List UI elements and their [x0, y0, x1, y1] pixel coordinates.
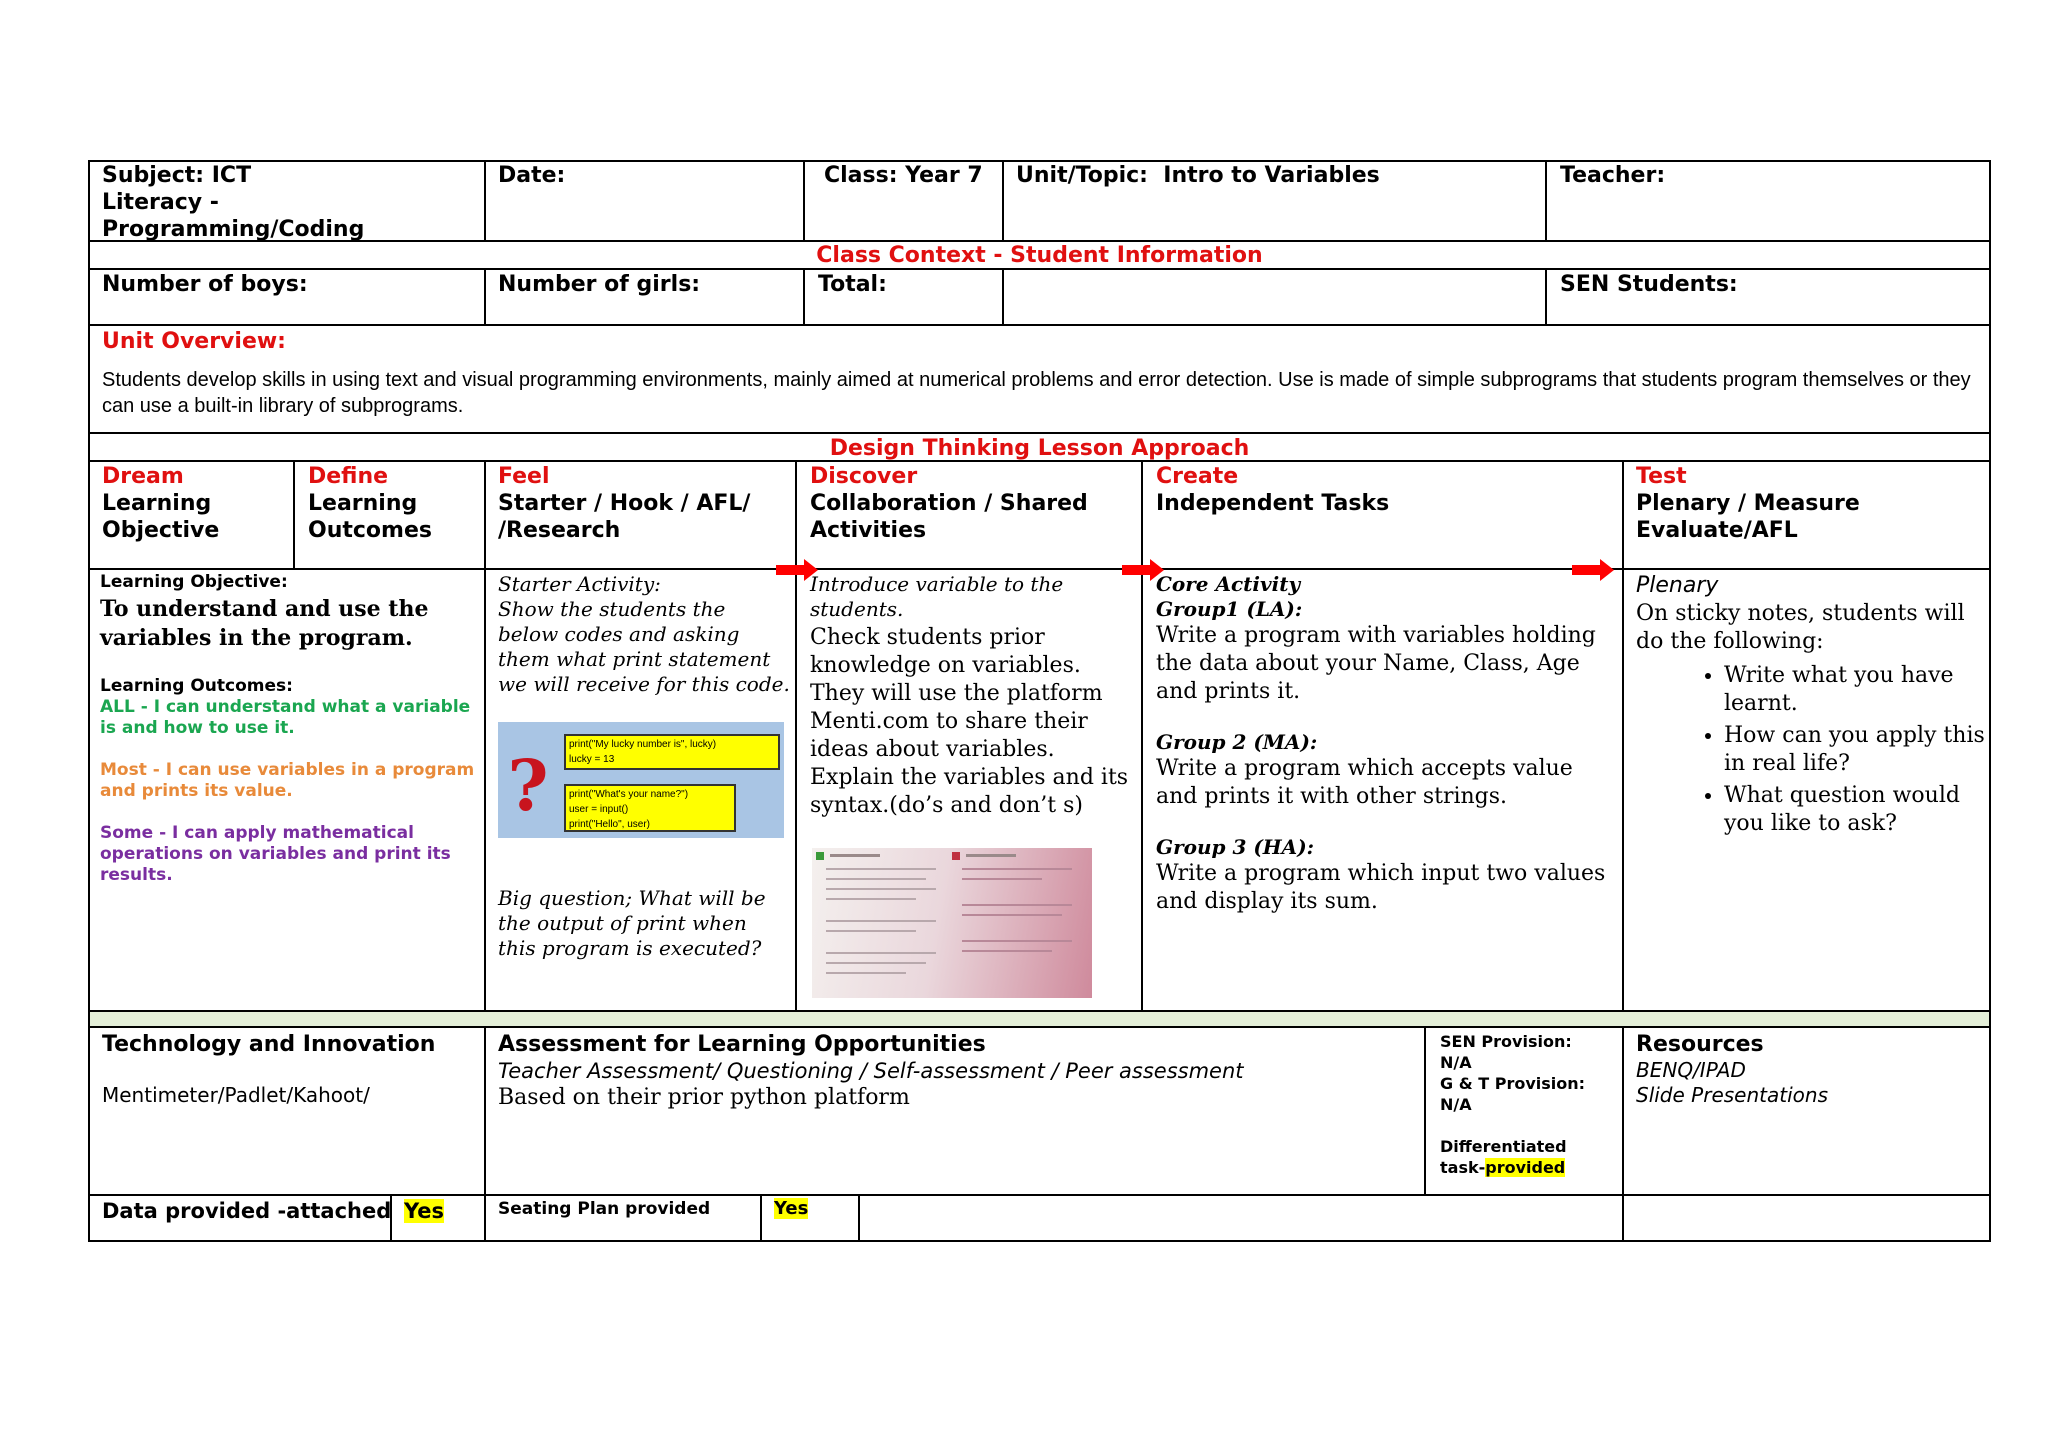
group1-text: Write a program with variables holding the data about your Name, Class, Age and prints it.	[1156, 623, 1596, 704]
learning-objective-cell	[100, 572, 480, 886]
afl-title: Assessment for Learning Opportunities	[498, 1032, 986, 1057]
date-cell: Date:	[498, 163, 566, 188]
plenary-cell	[1636, 572, 1986, 842]
phase-test: Test Plenary / Measure Evaluate/AFL	[1636, 464, 1860, 543]
group2-text: Write a program which accepts value and prints it with other strings.	[1156, 756, 1573, 809]
list-item: • Write what you have learnt.	[1724, 662, 1986, 718]
resource-item: BENQ/IPAD	[1636, 1058, 1746, 1082]
group1-title: Group1 (LA):	[1156, 597, 1303, 621]
svg-text:?: ?	[507, 750, 549, 820]
learning-objective-text: To understand and use the variables in the program.	[100, 596, 429, 651]
class-context-title: Class Context - Student Information	[816, 243, 1263, 268]
sen-students: SEN Students:	[1560, 272, 1738, 297]
technology-text: Mentimeter/Padlet/Kahoot/	[102, 1083, 370, 1107]
gt-provision-value: N/A	[1440, 1095, 1472, 1114]
gt-provision-label: G & T Provision:	[1440, 1074, 1586, 1093]
code-snippet-2: print("What's your name?") user = input() print("Hello", user)	[564, 784, 736, 832]
sen-provision-cell	[1440, 1031, 1620, 1178]
differentiated-label: Differentiated	[1440, 1137, 1567, 1156]
afl-text: Based on their prior python platform	[498, 1085, 910, 1110]
data-provided-yes: Yes	[404, 1199, 445, 1223]
class-cell: Class: Year 7	[824, 163, 983, 188]
seating-plan-yes: Yes	[774, 1198, 809, 1219]
technology-title: Technology and Innovation	[102, 1032, 436, 1057]
discover-explain: Explain the variables and its syntax.(do’s and don’t s)	[810, 765, 1129, 818]
question-mark-icon	[500, 750, 560, 820]
teacher-cell: Teacher:	[1560, 163, 1666, 188]
number-of-girls: Number of girls:	[498, 272, 701, 297]
unit-topic-cell: Unit/Topic: Intro to Variables	[1016, 163, 1380, 188]
unit-overview-text: Students develop skills in using text and visual programming environments, mainly aimed at numerical problems and error detection. Use is made of simple subprograms that students program themselves or they can use a built-in library of subprograms.	[102, 369, 1971, 417]
cross-icon	[952, 852, 960, 860]
data-provided-label: Data provided -attached	[102, 1199, 392, 1223]
afl-subtitle: Teacher Assessment/ Questioning / Self-assessment / Peer assessment	[498, 1059, 1244, 1083]
phase-discover: Discover Collaboration / Shared Activities	[810, 464, 1088, 543]
seating-plan-label: Seating Plan provided	[498, 1199, 711, 1219]
phase-dream: Dream Learning Objective	[102, 464, 220, 543]
outcome-some: Some - I can apply mathematical operations on variables and print its results.	[100, 823, 451, 885]
number-of-boys: Number of boys:	[102, 272, 308, 297]
plenary-title: Plenary	[1636, 573, 1719, 598]
differentiated-task: task-provided	[1440, 1158, 1566, 1177]
unit-overview-title: Unit Overview:	[102, 329, 286, 354]
resources-title: Resources	[1636, 1032, 1764, 1057]
learning-objective-label: Learning Objective:	[100, 572, 288, 592]
core-activity-title: Core Activity	[1156, 572, 1301, 596]
plenary-list	[1636, 662, 1986, 838]
resource-item: Slide Presentations	[1636, 1083, 1828, 1107]
plenary-intro: On sticky notes, students will do the following:	[1636, 601, 1965, 654]
learning-outcomes-label: Learning Outcomes:	[100, 676, 293, 696]
tick-icon	[816, 852, 824, 860]
discover-intro: Introduce variable to the students.	[810, 572, 1064, 621]
outcome-all: ALL - I can understand what a variable is and how to use it.	[100, 697, 471, 738]
group2-title: Group 2 (MA):	[1156, 730, 1318, 754]
total-students: Total:	[818, 272, 887, 297]
phase-feel: Feel Starter / Hook / AFL/ /Research	[498, 464, 751, 543]
outcome-most: Most - I can use variables in a program and prints its value.	[100, 760, 475, 801]
phase-define: Define Learning Outcomes	[308, 464, 432, 543]
sen-provision-value: N/A	[1440, 1053, 1472, 1072]
starter-code-image	[498, 722, 784, 838]
list-item: • What question would you like to ask?	[1724, 782, 1986, 838]
design-thinking-title: Design Thinking Lesson Approach	[829, 436, 1250, 461]
list-item: • How can you apply this in real life?	[1724, 722, 1986, 778]
sen-provision-label: SEN Provision:	[1440, 1032, 1572, 1051]
code-snippet-1: print("My lucky number is", lucky) lucky = 13	[564, 734, 780, 770]
big-question: Big question; What will be the output of print when this program is executed?	[498, 886, 766, 960]
starter-activity: Starter Activity: Show the students the below codes and asking them what print statement we will receive for this code.	[498, 572, 790, 696]
discover-worksheet-image	[812, 848, 1092, 998]
create-tasks	[1156, 572, 1618, 916]
subject-cell: Subject: ICT Literacy - Programming/Coding	[102, 163, 365, 242]
discover-check: Check students prior knowledge on variables. They will use the platform Menti.com to share their ideas about variables.	[810, 625, 1103, 762]
phase-create: Create Independent Tasks	[1156, 464, 1390, 516]
group3-title: Group 3 (HA):	[1156, 835, 1315, 859]
group3-text: Write a program which input two values and display its sum.	[1156, 861, 1606, 914]
